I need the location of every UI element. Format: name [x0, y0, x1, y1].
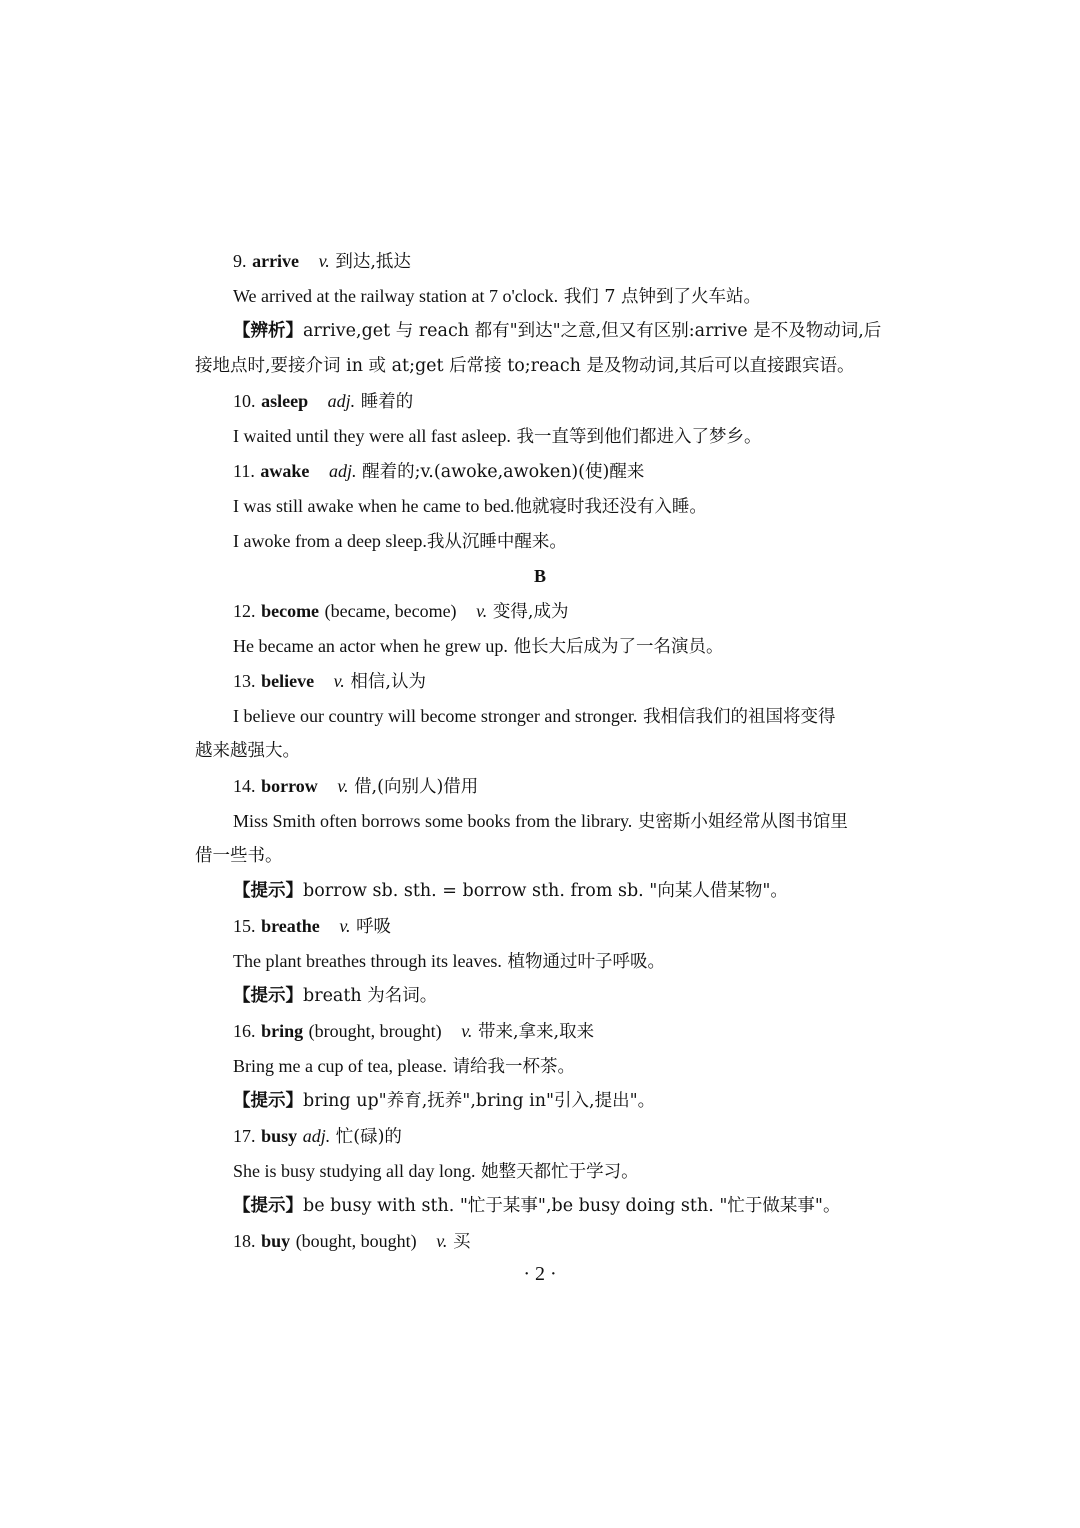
example-chinese: 我从沉睡中醒来。	[426, 532, 567, 552]
example-english: I waited until they were all fast asleep.	[233, 426, 511, 446]
meaning: 变得,成为	[492, 602, 569, 622]
entry-number: 11.	[233, 461, 255, 481]
example-chinese: 她整天都忙于学习。	[481, 1162, 639, 1182]
part-of-speech: v.	[461, 1021, 473, 1041]
entry-number: 13.	[233, 671, 256, 691]
tip-tag: 【提示】	[233, 1091, 303, 1111]
headword: become	[261, 601, 320, 621]
example-chinese: 他长大后成为了一名演员。	[513, 637, 724, 657]
entry-number: 10.	[233, 391, 256, 411]
entry-buy	[233, 1229, 471, 1254]
tip-text: be busy with sth. "忙于某事",be busy doing sth. "忙于做某事"。	[303, 1196, 841, 1216]
tip-tag: 【提示】	[233, 1196, 303, 1216]
headword: breathe	[261, 916, 320, 936]
verb-forms: (became, become)	[324, 601, 457, 621]
tip-note	[233, 1089, 655, 1113]
example-english: I believe our country will become stronger and stronger.	[233, 706, 638, 726]
example-sentence	[233, 704, 835, 729]
analysis-note	[233, 319, 881, 343]
meaning: 带来,拿来,取来	[477, 1022, 595, 1042]
headword: buy	[261, 1231, 291, 1251]
example-sentence-continued	[195, 739, 300, 763]
part-of-speech: v.	[476, 601, 488, 621]
entry-number: 15.	[233, 916, 256, 936]
example-sentence	[233, 1054, 575, 1079]
tip-text: bring up"养育,抚养",bring in"引入,提出"。	[303, 1091, 656, 1111]
meaning: 到达,抵达	[335, 252, 411, 272]
analysis-text: arrive,get 与 reach 都有"到达"之意,但又有区别:arrive 是不及物动词,后	[303, 321, 882, 341]
example-english: Bring me a cup of tea, please.	[233, 1056, 447, 1076]
page-number: · 2 ·	[523, 1263, 557, 1285]
meaning: 醒着的;v.(awoke,awoken)(使)醒来	[362, 462, 645, 482]
meaning: 忙(碌)的	[335, 1127, 402, 1147]
meaning: 借,(向别人)借用	[354, 777, 479, 797]
part-of-speech: adj.	[327, 391, 356, 411]
tip-note	[233, 984, 437, 1008]
example-sentence	[233, 949, 665, 974]
example-english: I was still awake when he came to bed.	[233, 496, 515, 516]
verb-forms: (brought, brought)	[308, 1021, 442, 1041]
headword: busy	[261, 1126, 298, 1146]
entry-borrow	[233, 774, 478, 799]
example-english: She is busy studying all day long.	[233, 1161, 476, 1181]
entry-number: 14.	[233, 776, 256, 796]
part-of-speech: adj.	[302, 1126, 331, 1146]
part-of-speech: v.	[318, 251, 330, 271]
headword: believe	[261, 671, 315, 691]
entry-number: 18.	[233, 1231, 256, 1251]
example-sentence	[233, 284, 761, 309]
entry-number: 16.	[233, 1021, 256, 1041]
part-of-speech: v.	[436, 1231, 448, 1251]
example-sentence	[233, 1159, 639, 1184]
example-english: Miss Smith often borrows some books from the library.	[233, 811, 633, 831]
example-chinese: 我相信我们的祖国将变得	[642, 707, 836, 727]
meaning: 相信,认为	[350, 672, 426, 692]
example-sentence	[233, 529, 567, 554]
part-of-speech: v.	[333, 671, 345, 691]
meaning: 呼吸	[356, 917, 392, 937]
part-of-speech: v.	[337, 776, 349, 796]
headword: asleep	[261, 391, 309, 411]
tip-tag: 【提示】	[233, 986, 303, 1006]
example-chinese: 借一些书。	[195, 846, 283, 866]
entry-bring	[233, 1019, 594, 1044]
example-chinese: 我一直等到他们都进入了梦乡。	[516, 427, 762, 447]
entry-breathe	[233, 914, 391, 939]
entry-busy	[233, 1124, 402, 1149]
example-english: The plant breathes through its leaves.	[233, 951, 502, 971]
entry-awake	[233, 459, 644, 484]
part-of-speech: adj.	[329, 461, 357, 481]
example-sentence-continued	[195, 844, 283, 868]
example-english: He became an actor when he grew up.	[233, 636, 508, 656]
entry-become	[233, 599, 568, 624]
example-chinese: 他就寝时我还没有入睡。	[514, 497, 707, 517]
part-of-speech: v.	[339, 916, 351, 936]
example-chinese: 请给我一杯茶。	[452, 1057, 575, 1077]
meaning: 买	[453, 1232, 471, 1252]
entry-number: 12.	[233, 601, 256, 621]
analysis-note-continued	[195, 354, 855, 378]
example-english: We arrived at the railway station at 7 o'clock.	[233, 286, 559, 306]
analysis-text: 接地点时,要接介词 in 或 at;get 后常接 to;reach 是及物动词,其后可以直接跟宾语。	[195, 356, 855, 376]
example-english: I awoke from a deep sleep.	[233, 531, 427, 551]
tip-text: borrow sb. sth. = borrow sth. from sb. "向某人借某物"。	[303, 881, 788, 901]
verb-forms: (bought, bought)	[295, 1231, 417, 1251]
tip-note	[233, 1194, 840, 1218]
tip-tag: 【提示】	[233, 881, 303, 901]
headword: bring	[261, 1021, 304, 1041]
headword: borrow	[261, 776, 318, 796]
tip-note	[233, 879, 788, 903]
headword: arrive	[252, 251, 300, 271]
entry-arrive	[233, 249, 411, 274]
example-chinese: 越来越强大。	[195, 741, 300, 761]
analysis-tag: 【辨析】	[233, 321, 303, 341]
headword: awake	[260, 461, 310, 481]
entry-number: 9.	[233, 251, 247, 271]
example-sentence	[233, 634, 723, 659]
example-chinese: 植物通过叶子呼吸。	[507, 952, 665, 972]
example-sentence	[233, 494, 707, 519]
example-chinese: 我们 7 点钟到了火车站。	[563, 287, 762, 307]
entry-asleep	[233, 389, 413, 414]
example-sentence	[233, 424, 761, 449]
meaning: 睡着的	[360, 392, 414, 412]
entry-believe	[233, 669, 426, 694]
tip-text: breath 为名词。	[303, 986, 438, 1006]
entry-number: 17.	[233, 1126, 256, 1146]
section-heading: B	[533, 566, 546, 586]
example-sentence	[233, 809, 848, 834]
example-chinese: 史密斯小姐经常从图书馆里	[637, 812, 848, 832]
